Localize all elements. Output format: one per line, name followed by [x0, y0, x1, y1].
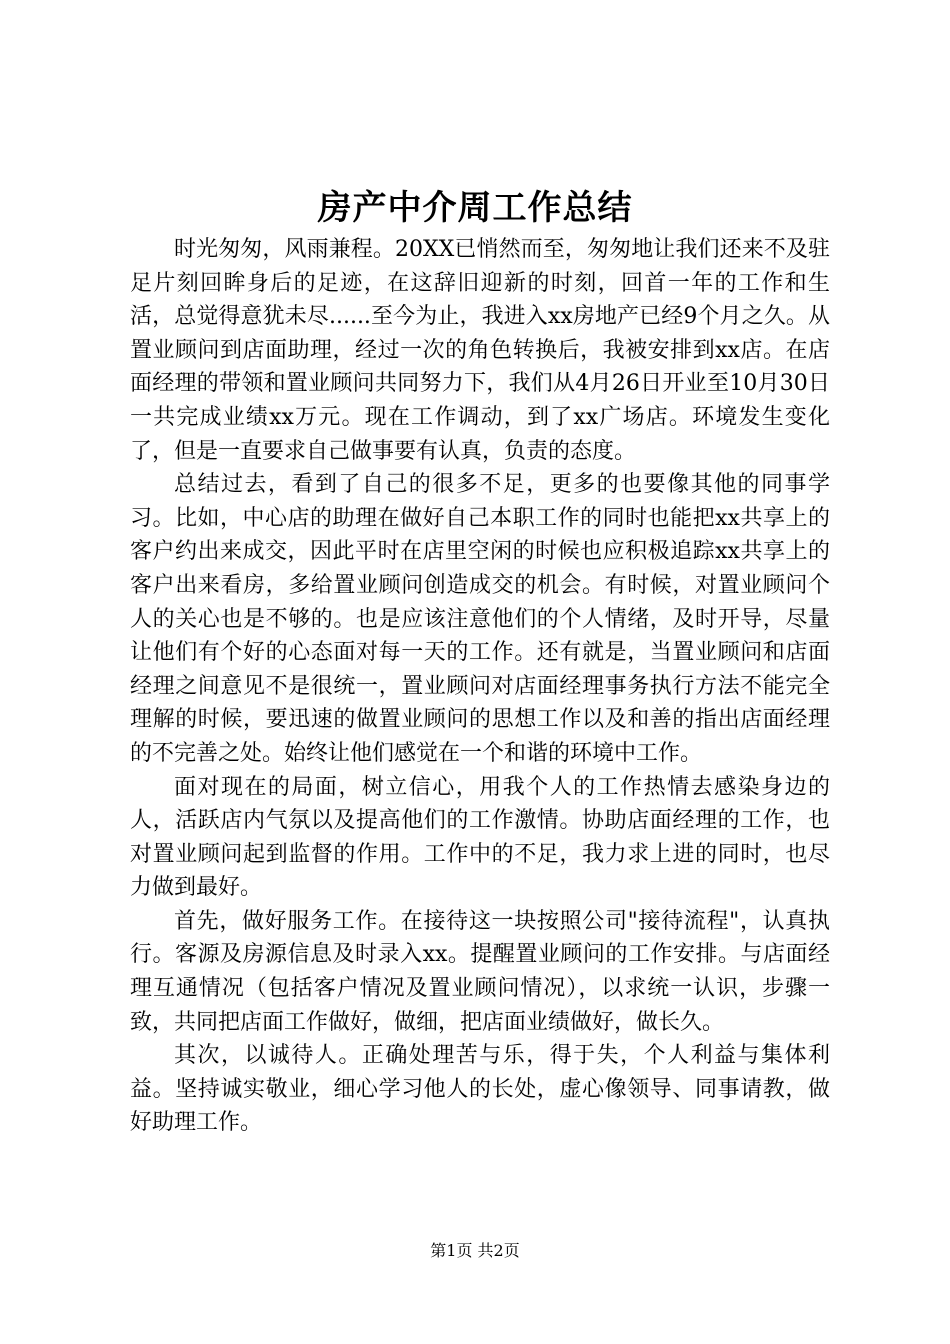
page-footer: 第1页 共2页 [430, 1241, 520, 1260]
document-title: 房产中介周工作总结 [317, 188, 633, 228]
paragraph-1: 时光匆匆，风雨兼程。20XX已悄然而至，匆匆地让我们还来不及驻足片刻回眸身后的足迹，在这辞旧迎新的时刻，回首一年的工作和生活，总觉得意犹未尽......至今为止，我进入xx房地产已经9个月之久。从置业顾问到店面助理，经过一次的角色转换后，我被安排到xx店。在店面经理的带领和置业顾问共同努力下，我们从4月26日开业至10月30日一共完成业绩xx万元。现在工作调动，到了xx广场店。环境发生变化了，但是一直要求自己做事要有认真，负责的态度。 [130, 237, 830, 464]
paragraph-5: 其次，以诚待人。正确处理苦与乐，得于失，个人利益与集体利益。坚持诚实敬业，细心学习他人的长处，虚心像领导、同事请教，做好助理工作。 [130, 1043, 830, 1136]
paragraph-3: 面对现在的局面，树立信心，用我个人的工作热情去感染身边的人，活跃店内气氛以及提高他们的工作激情。协助店面经理的工作，也对置业顾问起到监督的作用。工作中的不足，我力求上进的同时，也尽力做到最好。 [130, 774, 830, 901]
document-body [130, 233, 830, 1140]
paragraph-4: 首先，做好服务工作。在接待这一块按照公司"接待流程"，认真执行。客源及房源信息及时录入xx。提醒置业顾问的工作安排。与店面经理互通情况（包括客户情况及置业顾问情况），以求统一认识，步骤一致，共同把店面工作做好，做细，把店面业绩做好，做长久。 [130, 908, 830, 1035]
paragraph-2: 总结过去，看到了自己的很多不足，更多的也要像其他的同事学习。比如，中心店的助理在做好自己本职工作的同时也能把xx共享上的客户约出来成交，因此平时在店里空闲的时候也应积极追踪xx共享上的客户出来看房，多给置业顾问创造成交的机会。有时候，对置业顾问个人的关心也是不够的。也是应该注意他们的个人情绪，及时开导，尽量让他们有个好的心态面对每一天的工作。还有就是，当置业顾问和店面经理之间意见不是很统一，置业顾问对店面经理事务执行方法不能完全理解的时候，要迅速的做置业顾问的思想工作以及和善的指出店面经理的不完善之处。始终让他们感觉在一个和谐的环境中工作。 [130, 472, 830, 766]
